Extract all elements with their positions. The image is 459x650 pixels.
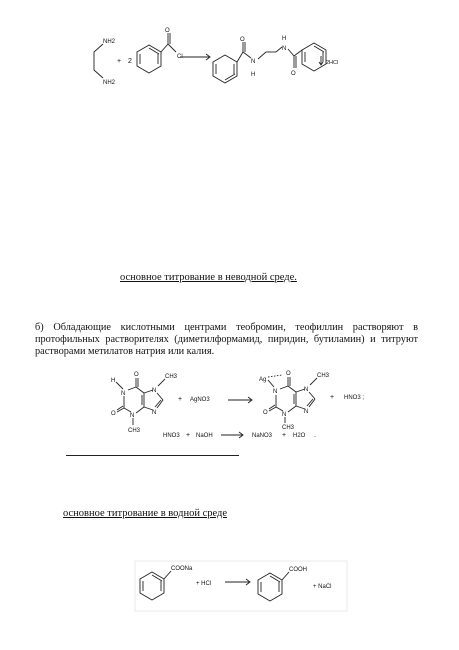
benzoic-acid-structure bbox=[258, 567, 307, 601]
ethylenediamine-structure bbox=[94, 39, 116, 86]
cooh-label: COOH bbox=[289, 567, 307, 573]
nano3-product: NaNO3 bbox=[252, 433, 273, 439]
theobromine-structure bbox=[111, 372, 178, 434]
separator-line bbox=[66, 455, 239, 456]
plus-sign-2: + bbox=[178, 396, 183, 403]
hcl-reagent: + HCl bbox=[196, 581, 212, 587]
amide-n2: N bbox=[282, 46, 287, 52]
product-o6-label: O bbox=[286, 371, 291, 377]
hno3-reactant: HNO3 bbox=[163, 433, 180, 439]
product-n9-label: N bbox=[304, 409, 309, 415]
plus-sign-4: + bbox=[186, 432, 191, 439]
agno3-reagent: AgNO3 bbox=[190, 397, 210, 403]
benzoyl-chloride-structure bbox=[137, 28, 183, 73]
end-period: . bbox=[314, 432, 316, 439]
reaction-4-scheme bbox=[0, 555, 459, 615]
product-n3-label: N bbox=[282, 412, 287, 418]
amine-top-label: NH2 bbox=[103, 39, 116, 45]
product-n1-label: N bbox=[273, 389, 278, 395]
section-heading-aqueous: основное титрование в водной среде bbox=[63, 508, 228, 519]
product-ch3-7-label: CH3 bbox=[317, 373, 330, 379]
amide-h1: H bbox=[251, 72, 256, 78]
hno3-byproduct: HNO3 ; bbox=[344, 395, 365, 401]
plus-sign-3: + bbox=[330, 394, 335, 401]
paragraph-b: б) Обладающие кислотными центрами теобромин, теофиллин растворяют в протофильных растворителях (диметилформамид, пиридин, бутиламин) и титруют растворами метилатов натрия или калия. bbox=[35, 322, 418, 358]
silver-theobromine-structure bbox=[259, 371, 330, 431]
water-product: H2O bbox=[293, 433, 306, 439]
reaction-arrow-2 bbox=[228, 397, 252, 403]
amide-n1: N bbox=[251, 59, 256, 65]
hcl-byproduct: 2HCl bbox=[326, 60, 339, 66]
chloride-label: Cl bbox=[177, 54, 183, 60]
coona-label: COONa bbox=[171, 566, 193, 572]
reaction-arrow-4 bbox=[225, 579, 250, 585]
o6-label: O bbox=[134, 372, 139, 378]
n1-label: N bbox=[121, 391, 126, 397]
svg-text:O: O bbox=[291, 71, 296, 77]
n7-label: N bbox=[152, 388, 157, 394]
svg-text:O: O bbox=[165, 28, 170, 34]
reaction-1-scheme bbox=[0, 0, 459, 110]
sodium-benzoate-structure bbox=[140, 566, 193, 600]
reaction-arrow-1 bbox=[180, 54, 210, 60]
ag-label: Ag bbox=[259, 377, 267, 383]
plus-sign-5: + bbox=[282, 432, 287, 439]
product-o2-label: O bbox=[263, 410, 268, 416]
dibenzoyl-diamine-structure bbox=[213, 36, 326, 83]
ch3-3-label: CH3 bbox=[128, 428, 141, 434]
h-label: H bbox=[111, 378, 116, 384]
coefficient-2: 2 bbox=[128, 58, 132, 65]
product-ch3-3-label: CH3 bbox=[282, 425, 295, 431]
naoh-reactant: NaOH bbox=[196, 433, 213, 439]
reaction-2-scheme bbox=[0, 365, 459, 455]
amine-bottom-label: NH2 bbox=[103, 80, 116, 86]
amide-h2: H bbox=[282, 36, 287, 42]
reaction-arrow-3 bbox=[221, 432, 243, 438]
svg-text:O: O bbox=[240, 37, 245, 43]
ch3-7-label: CH3 bbox=[165, 374, 178, 380]
section-heading-nonaqueous: основное титрование в неводной среде. bbox=[120, 272, 297, 283]
product-n7-label: N bbox=[304, 387, 309, 393]
nacl-byproduct: + NaCl bbox=[313, 584, 332, 590]
n3-label: N bbox=[130, 413, 135, 419]
o2-label: O bbox=[111, 411, 116, 417]
n9-label: N bbox=[152, 410, 157, 416]
plus-sign-1: + bbox=[117, 58, 122, 65]
